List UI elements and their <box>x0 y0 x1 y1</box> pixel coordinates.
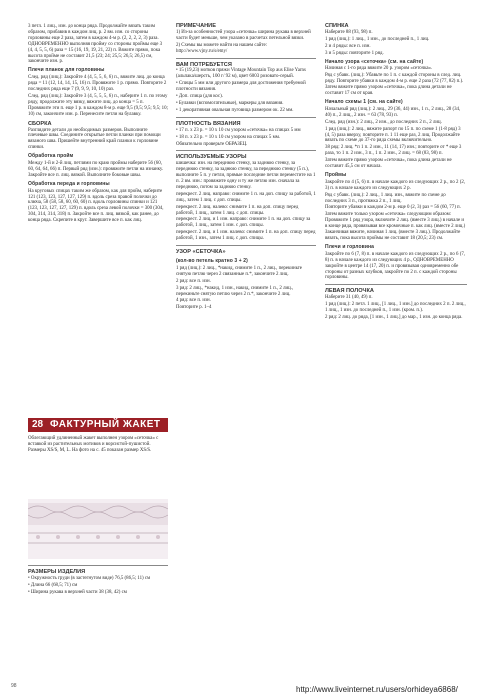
section-heading: ПРИМЕЧАНИЕ <box>176 23 216 29</box>
subheading: Проймы <box>325 171 347 178</box>
section-heading: ВАМ ПОТРЕБУЕТСЯ <box>176 61 232 68</box>
gauge-item: • 17 п. х 23 р. = 10 х 10 см узором «сеточка» на спицах 5 мм <box>176 127 301 133</box>
column-right <box>325 24 467 322</box>
body-text: След. ряд (лиц.): Закройте 3 (4, 5, 5, 5, 6) п., наберите 1 п. по этому ряду, продолжите эту вязку, вяжите лиц. до конца = 5 п. Провяжите эти п. еще 1 р. в каждом 8-м р. еще 9,5 (9,5; 9,5; 9,5; 10; 10) см, закончите изн. р. Перенесите петли на булавку. <box>28 93 168 117</box>
divider <box>325 284 467 285</box>
row-instruction: 1 ряд (лиц.): 2 лиц., *накид, снимите 1 п., 2 лиц., перекиньте снятую петлю через 2 связанные п.*, закончите 2 лиц. <box>176 265 302 277</box>
size-item: • Окружность груди (в застегнутом виде) 76,5 (86,5; 11) см <box>28 575 151 581</box>
column-left <box>28 24 168 225</box>
pattern-text: перекрест. 2 лиц. налево: снимите 1 п. на доп. спицу перед работой, 1 лиц., затем 1 лиц. с доп. спицы. <box>176 204 299 216</box>
pattern-text: шишечка: изн. на переднюю стенку, за заднюю стенку, за переднюю стенку, за заднюю стенку, за переднюю стенку (5 п.), выполните 5 п. у петли, прямые последние петли переместите на 1 п. 2 вм. изн.: провяжите одну и ту же петлю изн. сначала за переднюю, потом за заднюю стенку. <box>176 161 316 190</box>
body-text: Закройте по 6 (7, 8) п. в начале каждого из следующих 2 р., по 6 (7, 8) п. в начале каждого из следующих 4 р., ОДНОВРЕМЕННО закройте в центре 14 (17, 20) п. и провязывая одновременно обе стороны от разных клубков, закройте по 2 п. с каждой стороны горловины. <box>325 251 465 281</box>
body-text: 3 и 5 ряды: повторите 1 ряд. <box>325 50 384 56</box>
note: 2) Схемы вы можете найти на нашем сайте: http://www.vjny.ru/s/emy/ <box>176 42 268 54</box>
body-text: Ряд с убавк. (лиц.): 2 лиц., 1 лиц. изн., вяжите по схеме до последних 3 п., протяжка 2 п., 1 лиц. <box>325 192 446 204</box>
intro-text: Облегающий удлиненный жакет выполнен узором «сеточка» с вставкой из растительных мотивов и ворсистой-пушистой. Размеры XS/S, M, L. На фото на с. 45 показан размер XS/S. <box>28 436 159 453</box>
subheading: Начало узора «сеточка» (см. на сайте) <box>325 58 424 65</box>
pattern-text: перекрест. 2 лиц. направо: снимите 1 п. на доп. спицу за работой, 1 лиц., затем 1 лиц. с доп. спицы. <box>176 191 316 203</box>
body-text: Разглядите детали до необходимых размеров. Выполните плечевые швы. Соедините открытые петли планки при помощи вязаного шва. Пришейте внутренний край планки к горловине спинки. <box>28 127 161 151</box>
body-text: Начиная с 1-го ряда вяжите 20 р. узором «сеточка». <box>325 66 433 72</box>
pattern-title: ФАКТУРНЫЙ ЖАКЕТ <box>50 419 161 430</box>
lace-pattern-image <box>28 499 168 559</box>
body-text: 38 ряд: 2 лиц. *п 1 п. 2 изн., 11 (14, 17) изн.; повторите от * еще 3 раза, то 1 п. 2 изн., 3 п., 1 п. 2 изн., 2 лиц. = 68 (83, 98) п. <box>325 145 462 157</box>
subheading: Начало схемы 1 (см. на сайте) <box>325 98 403 105</box>
pattern-text: перекрест. 2 лиц. и 1 изн. налево: снимите 1 п. на доп. спицу перед работой, 1 изн., затем 1 лиц. с доп. спицы. <box>176 230 316 242</box>
row-instruction: 4 ряд: все п. изн. <box>176 298 211 304</box>
note: 1) Из-за особенностей узора «сеточка» ширина рукава в верхней части будет меньше, чем указано в расчетах петельной вязки. <box>176 29 311 41</box>
body-text: Затем вяжите только узором «сеточка» следующим образом: Провяжите 1 ряд узора, включите 2 лиц. (вместе 3 лиц.) в начале и в конце ряда, провязывая все кромочные п. как лиц. (вместе 2 лиц.) Заканчивая вяжите, начиная 1 лиц. (вместе 3 лиц.). Продолжайте вязать, пока высота проймы не составит 18 (20,5; 23) см. <box>325 212 466 241</box>
divider <box>28 565 168 566</box>
section-heading: СПИНКА <box>325 23 349 29</box>
body-text: На круговых спицах таким же образом, как для пройм, наберите 121 (123, 123, 127, 127, 129) п. вдоль среза правой полочки до ключа, 58 (58, 58, 60, 60, 60) п. вдоль горловины спинки и 121 (123, 123, 127, 127, 129) п. вдоль среза левой полочки = 300 (304, 304, 314, 314, 318) п. Закройте все п. лиц. вязкой, как ранее, до конца ряда. Скрепите в круг. Завершите все п. как лиц. <box>28 188 164 224</box>
column-left-sizes <box>28 562 168 597</box>
body-text: Ряд с убавк. (лиц.): Убавьте по 1 п. с каждой стороны в след. лиц. ряду. Повторите убавки в каждом 4-м р. еще 2 раза (72 (77, 82) п.). Затем вяжите прямо узором «сеточка», пока длина детали не составит 17 см от края. <box>325 73 464 97</box>
row-instruction: 3 ряд: 2 лиц., *накид, 1 изн., накид, снимите 1 п., 2 лиц., перекиньте снятую петлю через 2 п.*, закончите 2 лиц. <box>176 285 294 297</box>
subheading: Обработка переда и горловины <box>28 180 110 187</box>
section-heading: УЗОР «СЕТОЧКА» <box>176 249 226 256</box>
body-text: Начальный ряд (лиц.): 2 лиц., 29 (36, 44) изн., 1 п., 2 лиц., 28 (34, 40) п., 2 лиц., 2 изн. = 63 (78, 93) п. <box>325 106 461 118</box>
pattern-number: 28 <box>31 419 44 430</box>
body-text: 3 петл. 1 лиц., изн. до конца ряда. Продолжайте вязать таким образом, прибавив в каждом лиц. р. 2 вм. изн. со стороны горловины еще 2 раза, затем в каждом 4-м р. (2, 2, 2, 2, 3) раза. ОДНОВРЕМЕННО выполняя пройму со стороны проймы еще 3 (4, 4, 5, 5, 6) раза = 15 (16, 19, 19, 21, 22) п. Вяжите прямо, пока высота пройме не составит 21,5 (23; 24; 25,5; 26,5; 26,5) см, закончите изн. р. <box>28 24 163 65</box>
material-item: • Булавки (вспомогательные), маркеры для вязания. <box>176 100 284 106</box>
body-text: След. ряд (лиц.): Закройте 4 (4, 5, 5, 6, 6) п., вяжите лиц. до конца ряда = 11 (12, 14, 14, 15, 16) п. Провяжите 1 р. прямо. Повторите 2 последних ряда еще 7 (9, 9, 9, 10, 10) раз. <box>28 75 167 93</box>
material-item: • 15 (19,23) мотков пряжи Vintage Mountain Top aus Elise Yarns (альпака/шерсть, 100 г/ 92 м), цвет 6003 розовато-серый. <box>176 68 306 80</box>
divider <box>176 117 316 118</box>
gauge-item: • 18 п. х 23 р. = 10 х 10 см узором на спицах 5 мм. <box>176 134 281 140</box>
body-text: 1 ряд (лиц.): 2 петл. 1 лиц., [1 лиц., 1 изн.] до последних 2 п. 2 лиц., 1 лиц., 1 изн. до последней п., 1 изн. (кром. п.). <box>325 302 466 314</box>
section-heading: СБОРКА <box>28 120 52 127</box>
body-text: Наберите 88 (93, 98) п. <box>325 29 373 35</box>
body-text: 2 и 4 ряды: все п. изн. <box>325 43 371 49</box>
section-heading: ИСПОЛЬЗУЕМЫЕ УЗОРЫ <box>176 154 247 161</box>
page-number: 98 <box>11 683 17 689</box>
column-middle <box>176 24 316 312</box>
body-text: 1 ряд (лиц.): 2 лиц., вяжите рапорт по 15 п. по схеме 1 (1-8 ряд) 3 (4, 5) раза вверху, повторите п. 1 11 еще раз, 2 лиц. Продолжайте вязать по схеме до 37-го ряда схемы включительно. <box>325 126 461 144</box>
source-url[interactable]: http://www.liveinternet.ru/users/orhideya6868/ <box>296 685 458 694</box>
body-text: Повторите убавки в каждом 2-м р. еще 0 (2, 3) раз = 56 (60, 77) п. <box>325 205 461 211</box>
subheading: (кол-во петель кратно 3 + 2) <box>176 258 248 264</box>
body-text: 2 ряд: 2 лиц. до ряда, [1 изн., 1 лиц.] до мар., 1 изн. до конца ряда. <box>325 314 463 320</box>
divider <box>176 245 316 246</box>
size-item: • Длина 66 (68,5; 71) см <box>28 582 78 588</box>
body-text: Закройте по 4 (5, 6) п. в начале каждого из следующих 2 р., по 2 (2, 3) п. в начале каждого из следующих 2 р. <box>325 179 465 191</box>
body-text: Затем вяжите прямо узором «сеточка», пока длина детали не составит 45,5 см от начала. <box>325 158 452 170</box>
body-text: Между 1-й и 2-й лиц. петлями по краю проймы наберите 56 (60, 60, 64, 64, 66) п. Первый ряд (изн.): провяжите петли на изнанку. Закройте все п. лиц. вязкой. Выполните боковые швы. <box>28 161 164 178</box>
subheading: Плечи планок для горловины <box>28 67 105 74</box>
divider <box>176 150 316 151</box>
size-item: • Ширина рукава в верхней части 38 (38, 42) см <box>28 589 127 595</box>
material-item: • Доп. спица (для кос). <box>176 94 223 100</box>
material-item: • 1 декоративная овальная пуговица размером ок. 22 мм. <box>176 107 294 113</box>
section-heading: РАЗМЕРЫ ИЗДЕЛИЯ <box>28 569 86 575</box>
body-text: Наберите 31 (40, 49) п. <box>325 295 373 301</box>
body-text: 1 ряд (лиц.): 1 лиц., 1 изн., до последней п., 1 лиц. <box>325 36 430 42</box>
pattern-text: перекрест. 2 лиц. и 1 изн. направо: снимите 1 п. на доп. спицу за работой, 1 лиц., затем 1 изн. с доп. спицы. <box>176 217 311 229</box>
column-left-lower <box>28 436 168 455</box>
row-instruction: Повторите р. 1–4 <box>176 305 212 311</box>
divider <box>176 58 316 59</box>
body-text: След. ряд (изн.): 2 лиц., 2 изн., до последних 2 п., 2 лиц. <box>325 119 442 125</box>
subheading: Плечи и горловина <box>325 243 375 250</box>
section-heading: ЛЕВАЯ ПОЛОЧКА <box>325 288 374 295</box>
subheading: Обработка пройм <box>28 153 74 160</box>
gauge-item: Обязательно проверьте ОБРАЗЕЦ. <box>176 141 248 147</box>
material-item: • Спицы 5 мм или другого размера для достижения требуемой плотности вязания. <box>176 81 306 93</box>
section-heading: ПЛОТНОСТЬ ВЯЗАНИЯ <box>176 120 241 127</box>
row-instruction: 2 ряд: все п. изн. <box>176 278 211 284</box>
